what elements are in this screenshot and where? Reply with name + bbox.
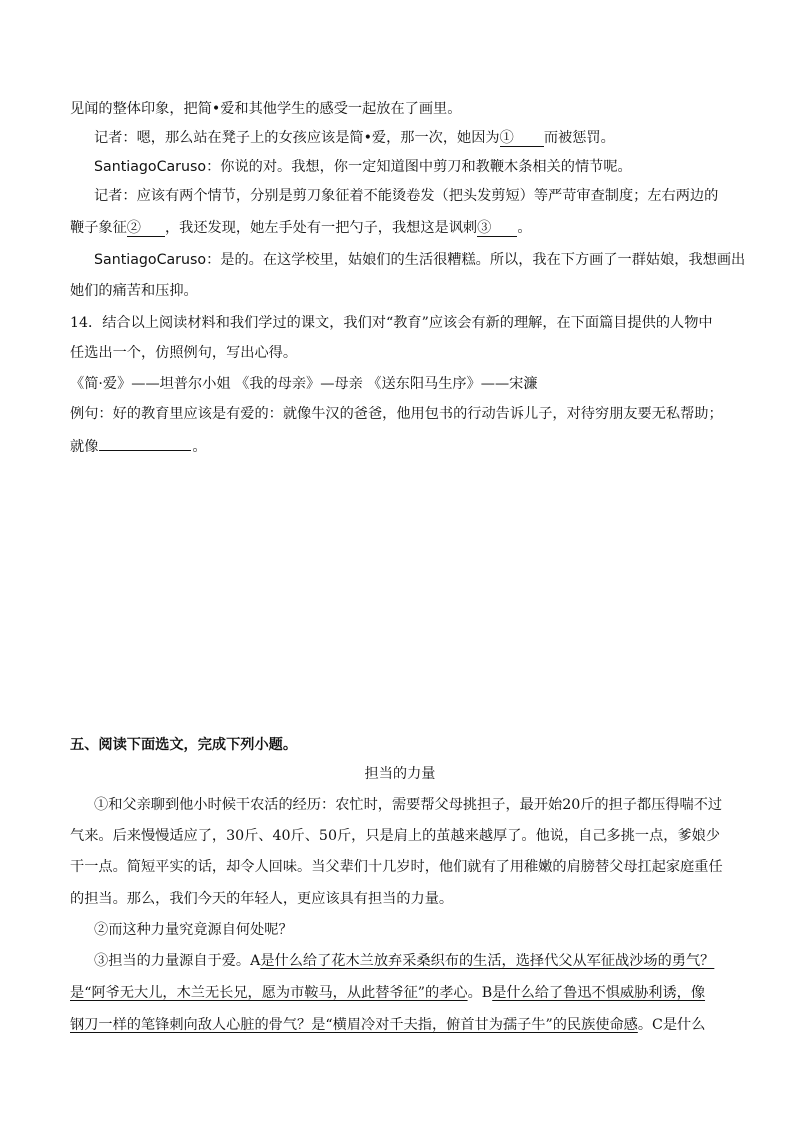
para2: ②而这种力量究竟源自何处呢？	[94, 922, 293, 938]
para3-line-2	[70, 983, 705, 1003]
santiago-text: ：是的。在这学校里，姑娘们的生活很糟糕。所以，我在下方画了一群姑娘，我想画出	[206, 252, 746, 268]
answer-prefix: 就像	[70, 439, 99, 455]
santiago-text: ：你说的对。我想，你一定知道图中剪刀和教鞭木条相关的情节呢。	[206, 159, 632, 175]
santiago-line-1	[94, 157, 632, 177]
reporter-line-2: 记者：应该有两个情节，分别是剪刀象征着不能烫卷发（把头发剪短）等严苛审查制度；左右两边的	[94, 188, 719, 204]
q14-prompt-line-2: 任选出一个，仿照例句，写出心得。	[70, 345, 298, 361]
blank-1[interactable]	[500, 130, 544, 147]
blank-2[interactable]	[127, 220, 165, 237]
section-heading: 五、阅读下面选文，完成下列小题。	[70, 737, 298, 753]
q14-prompt-line-1: 14．结合以上阅读材料和我们学过的课文，我们对“教育”应该会有新的理解，在下面篇目提供的人物中	[70, 315, 713, 331]
blank-3-mark: ③	[477, 220, 492, 236]
santiago-line-2	[94, 250, 745, 270]
underlined-sentence-b-cont: 钢刀一样的笔锋刺向敌人心脏的骨气？是“横眉冷对千夫指，俯首甘为孺子牛”的民族使命感	[70, 1017, 638, 1033]
passage-title: 担当的力量	[364, 766, 436, 782]
speaker-name: SantiagoCaruso	[94, 159, 207, 175]
para3-line-1	[94, 951, 714, 971]
blank-2-mark: ②	[126, 220, 141, 236]
q14-options: 《简·爱》——坦普尔小姐 《我的母亲》—母亲 《送东阳马生序》——宋濂	[70, 376, 538, 392]
underlined-sentence-b: 是什么给了鲁迅不惧威胁利诱，像	[492, 985, 706, 1001]
reporter-text: 记者：嗯，那么站在凳子上的女孩应该是简•爱，那一次，她因为	[94, 130, 500, 146]
para1-line-3: 干一点。简短平实的话，却令人回味。当父辈们十几岁时，他们就有了用稚嫩的肩膀替父母扛起家庭重任	[70, 859, 723, 875]
answer-suffix: 。	[192, 439, 207, 455]
answer-blank[interactable]	[99, 435, 191, 451]
speaker-name: SantiagoCaruso	[94, 252, 207, 268]
santiago-line-2b: 她们的痛苦和压抑。	[70, 283, 198, 299]
q14-answer-line	[70, 435, 207, 457]
underlined-sentence-a-answer: 是“阿爷无大儿，木兰无长兄，愿为市鞍马，从此替爷征”的孝心	[70, 985, 468, 1001]
para3-text: 。B	[467, 985, 493, 1001]
q14-example: 例句：好的教育里应该是有爱的：就像牛汉的爸爸，他用包书的行动告诉儿子，对待穷朋友要无私帮助；	[70, 406, 723, 422]
reporter-text-mid: ，我还发现，她左手处有一把勺子，我想这是讽刺	[164, 220, 478, 236]
blank-1-mark: ①	[499, 130, 514, 146]
para1-line-1: ①和父亲聊到他小时候干农活的经历：农忙时，需要帮父母挑担子，最开始20斤的担子都压得喘不过	[94, 797, 723, 813]
para1-line-4: 的担当。那么，我们今天的年轻人，更应该具有担当的力量。	[70, 891, 454, 907]
reporter-text: 鞭子象征	[70, 220, 127, 236]
reporter-text-end: 。	[517, 220, 532, 236]
para3-line-3	[70, 1015, 705, 1035]
para1-line-2: 气来。后来慢慢适应了，30斤、40斤、50斤，只是肩上的茧越来越厚了。他说，自己多挑一点，爹娘少	[70, 828, 721, 844]
reporter-text-end: 而被惩罚。	[543, 130, 615, 146]
blank-3[interactable]	[477, 220, 517, 237]
reporter-line-1	[94, 128, 615, 148]
interview-line-1: 见闻的整体印象，把简•爱和其他学生的感受一起放在了画里。	[70, 101, 462, 117]
para3-text-end: 。C是什么	[637, 1017, 706, 1033]
para3-text: ③担当的力量源自于爱。A	[94, 953, 261, 969]
underlined-sentence-a: 是什么给了花木兰放弃采桑织布的生活，选择代父从军征战沙场的勇气？	[260, 953, 715, 969]
reporter-line-2b	[70, 218, 532, 238]
